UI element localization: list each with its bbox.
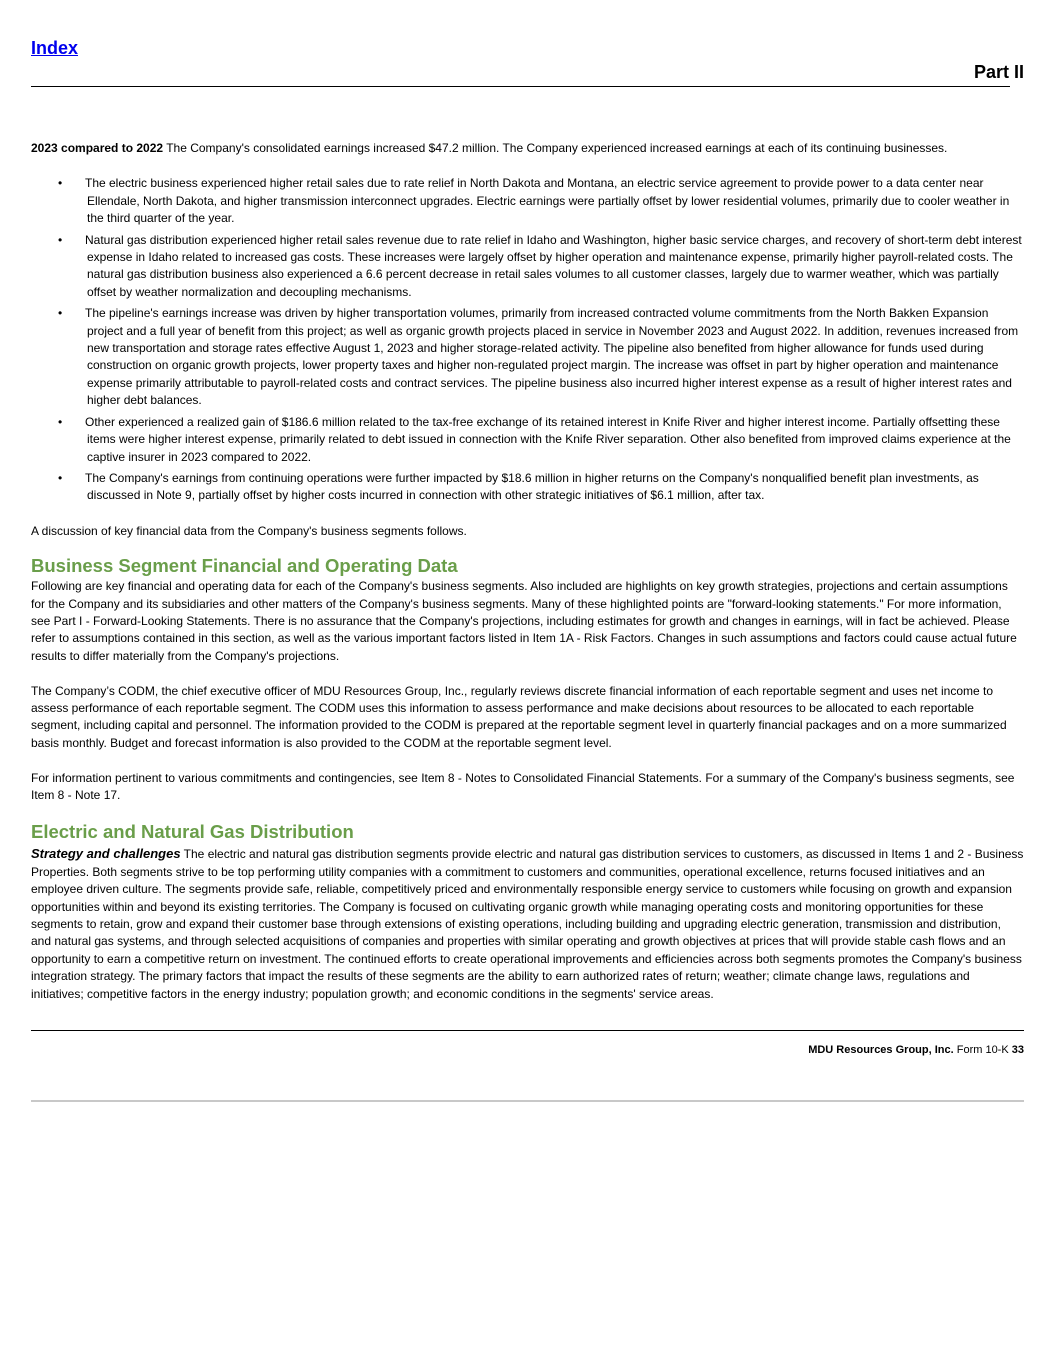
discussion-paragraph: A discussion of key financial data from the Company's business segments follows. xyxy=(31,523,467,538)
list-item xyxy=(31,470,1024,505)
distribution-lead: Strategy and challenges xyxy=(31,846,181,862)
distribution-paragraph xyxy=(31,845,1024,1003)
bullet-text: The electric business experienced higher retail sales due to rate relief in North Dakota and Montana, an electric service agreement to provide power to a data center near Ellendale, North Dakota, and higher transmission interconnect upgrades. Electric earnings were partially offset by lower residential volumes, primarily due to cooler weather in the third quarter of the year. xyxy=(85,176,1010,226)
list-item xyxy=(31,232,1024,302)
bullet-text: Natural gas distribution experienced higher retail sales revenue due to rate relief in Idaho and Washington, higher basic service charges, and recovery of short-term debt interest expense in Idaho related to increased gas costs. These increases were largely offset by higher operation and maintenance expense, primarily higher payroll-related costs. The natural gas distribution business also experienced a 6.6 percent decrease in retail sales volumes to all customer classes, largely due to warmer weather, which was partially offset by weather normalization and decoupling mechanisms. xyxy=(85,232,1022,299)
footer-divider xyxy=(31,1030,1024,1031)
index-link[interactable]: Index xyxy=(31,38,79,58)
list-item xyxy=(31,175,1024,227)
page-footer xyxy=(808,1044,1024,1056)
footer-form: Form 10-K xyxy=(953,1044,1012,1056)
business-segment-paragraph-2: The Company’s CODM, the chief executive officer of MDU Resources Group, Inc., regularly reviews discrete financial information of each reportable segment and uses net income to assess performance of each reportable segment. The CODM uses this information to assess performance and make decisions about resources to be allocated to each reportable segment, including capital and personnel. The information provided to the CODM is prepared at the reportable segment level in quarterly financial packages and on a more summarized basis monthly. Budget and forecast information is also provided to the CODM at the reportable segment level. xyxy=(31,683,1007,750)
intro-paragraph xyxy=(31,140,1024,157)
bullet-icon: • xyxy=(58,306,63,321)
earnings-bullet-list xyxy=(31,175,1024,504)
bullet-text: The pipeline's earnings increase was driven by higher transportation volumes, primarily from increased contracted volume commitments from the North Bakken Expansion project and a full year of benefit from this project; as well as organic growth projects placed in service in November 2023 and August 2022. In addition, revenues increased from new transportation and storage rates effective August 1, 2023 and higher storage-related activity. The pipeline also benefited from higher allowance for funds used during construction on organic growth projects, lower property taxes and higher non-regulated project margin. The increase was offset in part by higher operation and maintenance expense primarily attributable to payroll-related costs and contract services. The pipeline business also incurred higher interest expense as a result of higher interest rates and higher debt balances. xyxy=(85,306,1019,408)
bullet-icon: • xyxy=(58,176,63,191)
business-segment-paragraph-1: Following are key financial and operating data for each of the Company's business segments. Also included are highlights on key growth strategies, projections and certain assumptions for the Company and its subsidiaries and other matters of the Company's business segments. Many of these highlighted points are "forward-looking statements." For more information, see Part I - Forward-Looking Statements. There is no assurance that the Company's projections, including estimates for growth and changes in earnings, will in fact be achieved. Please refer to assumptions contained in this section, as well as the various important factors listed in Item 1A - Risk Factors. Changes in such assumptions and factors could cause actual future results to differ materially from the Company's projections. xyxy=(31,579,1017,663)
bullet-icon: • xyxy=(58,232,63,247)
intro-lead: 2023 compared to 2022 xyxy=(31,141,164,155)
list-item xyxy=(31,414,1024,466)
bullet-text: The Company's earnings from continuing operations were further impacted by $18.6 million in higher returns on the Company's nonqualified benefit plan investments, as discussed in Note 9, partially offset by higher costs incurred in connection with other strategic initiatives of $6.1 million, after tax. xyxy=(85,470,979,503)
page-break-divider xyxy=(31,1100,1024,1102)
bullet-icon: • xyxy=(58,470,63,485)
distribution-heading: Electric and Natural Gas Distribution xyxy=(31,821,354,843)
bullet-icon: • xyxy=(58,414,63,429)
bullet-text: Other experienced a realized gain of $186.6 million related to the tax-free exchange of its retained interest in Knife River and higher interest income. Partially offsetting these items were higher interest expense, primarily related to debt issued in connection with the Knife River separation. Other also benefited from improved claims experience at the captive insurer in 2023 compared to 2022. xyxy=(85,414,1011,464)
business-segment-paragraph-3: For information pertinent to various commitments and contingencies, see Item 8 - Notes to Consolidated Financial Statements. For a summary of the Company's business segments, see Item 8 - Note 17. xyxy=(31,770,1015,802)
document-body xyxy=(31,140,1024,1003)
footer-company: MDU Resources Group, Inc. xyxy=(808,1044,954,1056)
distribution-text: The electric and natural gas distribution segments provide electric and natural gas distribution services to customers, as discussed in Items 1 and 2 - Business Properties. Both segments strive to be top performing utility companies with a commitment to customers and communities, operational excellence, returns focused initiatives and an employee driven culture. The segments provide safe, reliable, competitively priced and environmentally responsible energy service to customers while focusing on growth and expansion opportunities within and beyond its existing territories. The Company is focused on cultivating organic growth while managing operating costs and monitoring opportunities for these segments to retain, grow and expand their customer base through extensions of existing operations, including building and upgrading electric generation, transmission and distribution, and natural gas systems, and through selected acquisitions of companies and properties with similar operating and growth objectives at prices that will provide stable cash flows and an opportunity to earn a competitive return on investment. The continued efforts to create operational improvements and efficiencies across both segments promotes the Company's business integration strategy. The primary factors that impact the results of these segments are the ability to earn authorized rates of return; weather; climate change laws, regulations and initiatives; competitive factors in the energy industry; population growth; and economic conditions in the segments' service areas. xyxy=(31,847,1024,1001)
part-label: Part II xyxy=(973,62,1024,82)
page-number: 33 xyxy=(1011,1044,1024,1056)
list-item xyxy=(31,305,1024,409)
header-divider xyxy=(31,86,1010,87)
business-segment-heading: Business Segment Financial and Operating Data xyxy=(31,555,458,577)
intro-text: The Company's consolidated earnings increased $47.2 million. The Company experienced increased earnings at each of its continuing businesses. xyxy=(163,141,948,155)
